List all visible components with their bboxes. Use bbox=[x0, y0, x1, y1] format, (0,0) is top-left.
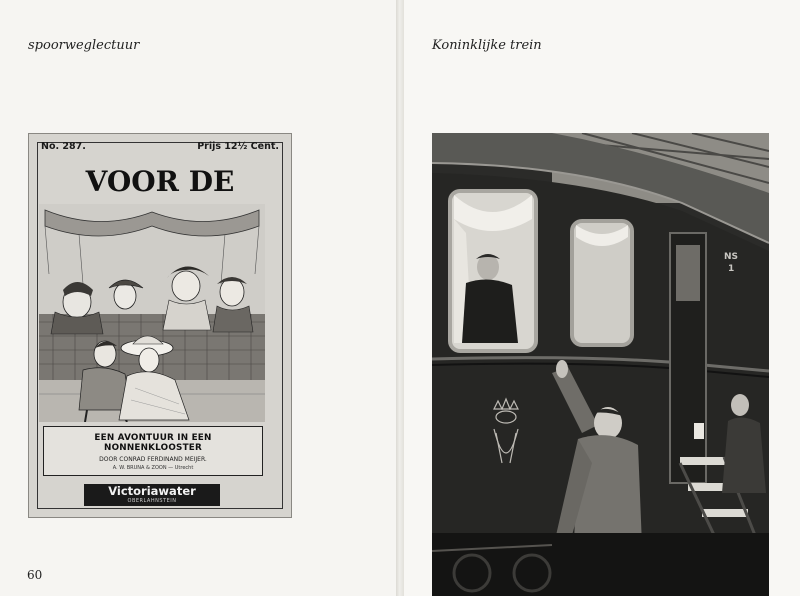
cover-top-line bbox=[41, 141, 279, 155]
cover-price: Prijs 12½ Cent. bbox=[197, 141, 279, 152]
running-header-left: spoorweglectuur bbox=[28, 38, 140, 53]
story-author: DOOR CONRAD FERDINAND MEIJER. bbox=[99, 456, 207, 463]
right-page bbox=[404, 0, 800, 596]
cover-illustration bbox=[39, 204, 265, 422]
car-number: 1 bbox=[728, 264, 735, 274]
page-number: 60 bbox=[27, 568, 43, 582]
left-page bbox=[0, 0, 396, 596]
magazine-cover bbox=[28, 133, 292, 518]
publisher-line: A. W. BRUNA & ZOON — Utrecht bbox=[112, 465, 194, 471]
book-gutter bbox=[396, 0, 404, 596]
ad-subtitle: OBERLAHNSTEIN bbox=[127, 498, 177, 504]
ad-title: Victoriawater bbox=[108, 484, 196, 498]
cover-story-box bbox=[43, 426, 263, 476]
story-title: EEN AVONTUUR IN EEN NONNENKLOOSTER bbox=[94, 433, 212, 453]
royal-train-photo bbox=[432, 133, 769, 596]
car-marking: NS bbox=[724, 252, 739, 262]
running-header-right: Koninklijke trein bbox=[432, 38, 542, 53]
advertisement-banner bbox=[84, 484, 220, 506]
cover-title: VOOR DE bbox=[85, 165, 235, 198]
cover-issue-number: No. 287. bbox=[41, 141, 86, 152]
